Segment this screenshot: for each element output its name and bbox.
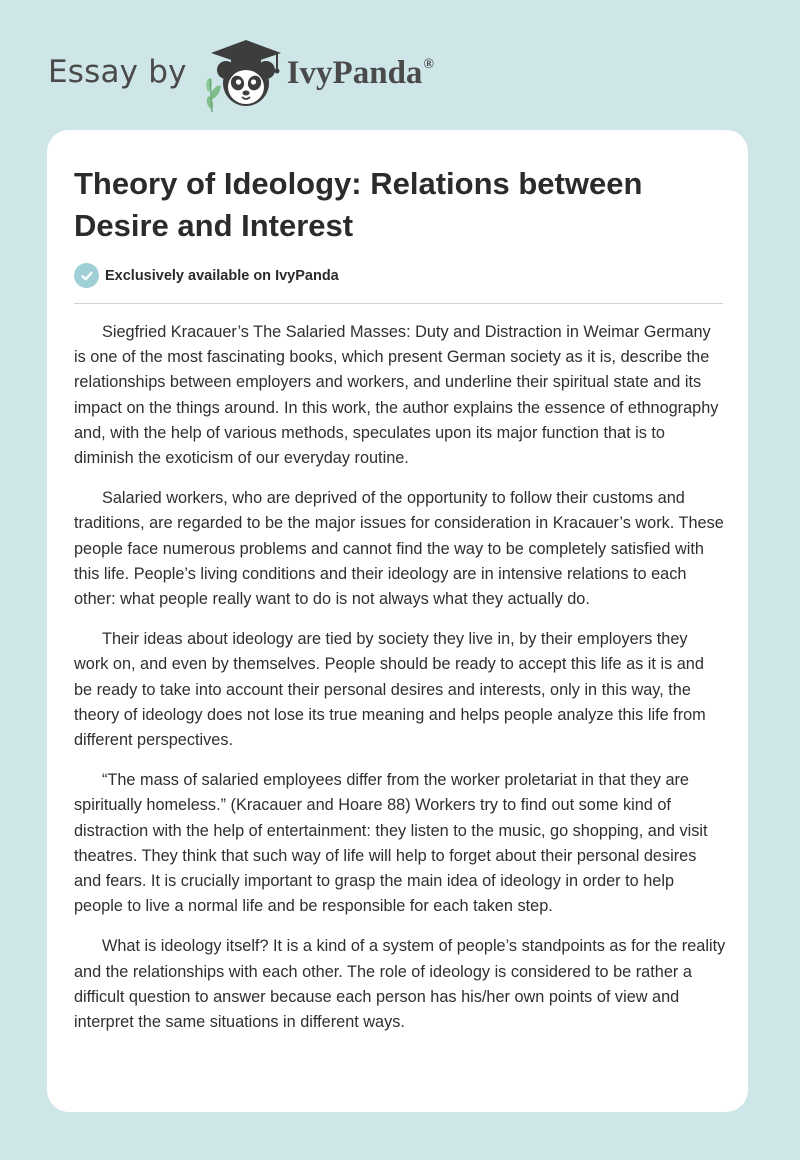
paragraph: What is ideology itself? It is a kind of a system of people’s standpoints as for the reality and the relationships with each other. The role of ideology is considered to be rather a difficult question to answer because each person has his/her own points of view and interpret the same situations in different ways. <box>74 937 726 1032</box>
panda-graduate-logo-icon[interactable] <box>201 34 291 114</box>
paragraph: Their ideas about ideology are tied by society they live in, by their employers they work on, and even by themselves. People should be ready to accept this life as it is and be ready to take into account their personal desires and interests, only in this way, the theory of ideology does not lose its true meaning and helps people analyze this life from different perspectives. <box>74 630 706 750</box>
registered-mark: ® <box>423 56 434 72</box>
check-circle-icon <box>74 263 99 288</box>
brand-name-text: IvyPanda <box>286 54 423 91</box>
divider <box>74 303 723 304</box>
exclusive-badge <box>74 263 339 288</box>
badge-text: Exclusively available on IvyPanda <box>105 267 339 284</box>
brand-name[interactable] <box>287 55 434 92</box>
paragraph: “The mass of salaried employees differ from the worker proletariat in that they are spiritually homeless.” (Kracauer and Hoare 88) Workers try to find out some kind of distraction with the help of entertainment: they listen to the music, go shopping, and visit theatres. They think that such way of life will help to forget about their personal desires and fears. It is crucially important to grasp the main idea of ideology in order to help people to live a normal life and be responsible for each taken step. <box>74 771 708 916</box>
paragraph: Siegfried Kracauer’s The Salaried Masses: Duty and Distraction in Weimar Germany is one of the most fascinating books, which present German society as it is, describe the relationships between employers and workers, and underline their spiritual state and its impact on the things around. In this work, the author explains the essence of ethnography and, with the help of various methods, speculates upon its major function that is to diminish the exoticism of our everyday routine. <box>74 323 719 468</box>
article-title: Theory of Ideology: Relations between Desire and Interest <box>74 166 643 243</box>
article-card <box>47 130 748 1112</box>
essay-by-label: Essay by <box>48 54 187 90</box>
site-header <box>48 34 434 114</box>
paragraph: Salaried workers, who are deprived of the opportunity to follow their customs and traditions, are regarded to be the major issues for consideration in Kracauer’s work. These people face numerous problems and cannot find the way to be completely satisfied with this life. People’s living conditions and their ideology are in intensive relations to each other: what people really want to do is not always what they actually do. <box>74 489 724 609</box>
article-body <box>74 320 726 1050</box>
